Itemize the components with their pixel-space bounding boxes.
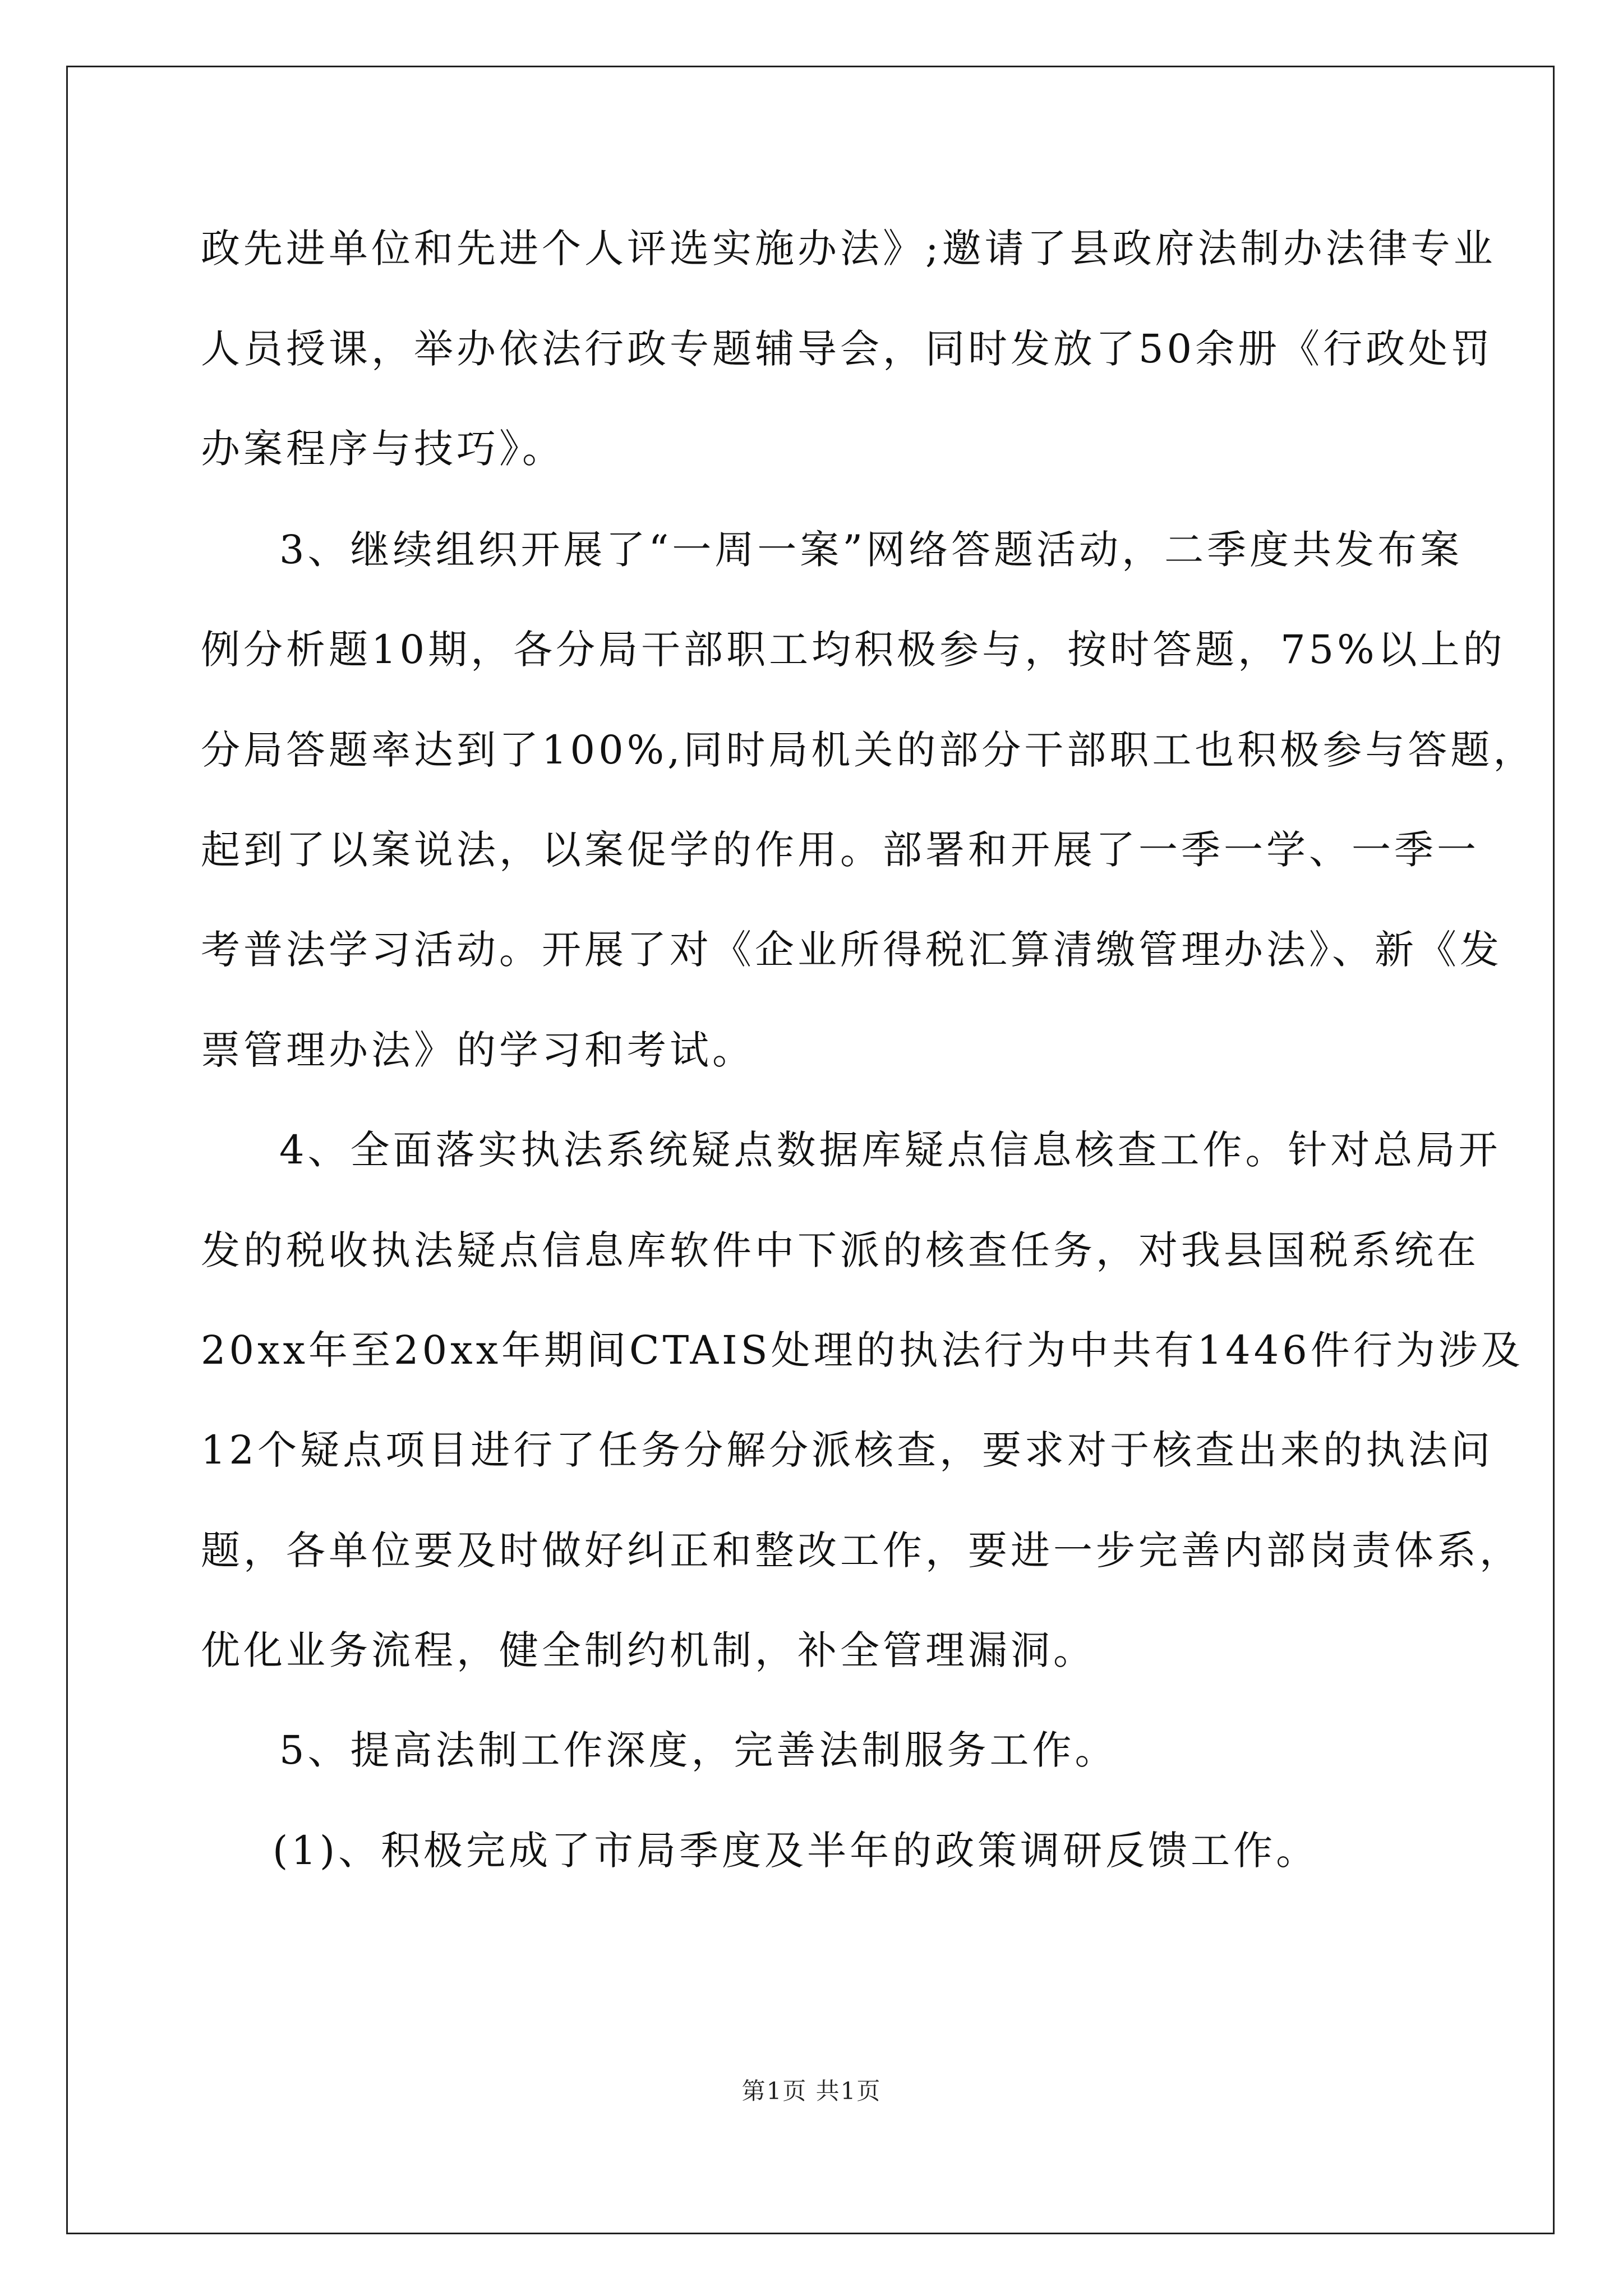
text-line: 例分析题10期，各分局干部职工均积极参与，按时答题，75%以上的 — [201, 627, 1506, 673]
text-line: 发的税收执法疑点信息库软件中下派的核查任务，对我县国税系统在 — [201, 1227, 1479, 1273]
text-line: 题，各单位要及时做好纠正和整改工作，要进一步完善内部岗责体系， — [201, 1527, 1522, 1573]
text-line: 起到了以案说法，以案促学的作用。部署和开展了一季一学、一季一 — [201, 827, 1479, 873]
text-line: 政先进单位和先进个人评选实施办法》;邀请了县政府法制办法律专业 — [201, 226, 1496, 272]
paragraph-5-heading: 5、提高法制工作深度，完善法制服务工作。 — [279, 1727, 1118, 1773]
paragraph-5-item-1: (1)、积极完成了市局季度及半年的政策调研反馈工作。 — [273, 1828, 1319, 1874]
paragraph-3-start: 3、继续组织开展了“一周一案”网络答题活动，二季度共发布案 — [279, 527, 1463, 573]
text-line: 考普法学习活动。开展了对《企业所得税汇算清缴管理办法》、新《发 — [201, 927, 1502, 973]
text-line: 优化业务流程，健全制约机制，补全管理漏洞。 — [201, 1627, 1096, 1673]
page-number-footer: 第1页 共1页 — [741, 2077, 882, 2105]
text-line: 办案程序与技巧》。 — [201, 426, 565, 472]
paragraph-4-start: 4、全面落实执法系统疑点数据库疑点信息核查工作。针对总局开 — [279, 1127, 1501, 1173]
text-line: 票管理办法》的学习和考试。 — [201, 1027, 755, 1073]
text-line: 20xx年至20xx年期间CTAIS处理的执法行为中共有1446件行为涉及 — [201, 1327, 1524, 1373]
text-line: 分局答题率达到了100%,同时局机关的部分干部职工也积极参与答题， — [201, 727, 1536, 773]
text-line: 人员授课，举办依法行政专题辅导会，同时发放了50余册《行政处罚 — [201, 326, 1494, 372]
text-line: 12个疑点项目进行了任务分解分派核查，要求对于核查出来的执法问 — [201, 1427, 1494, 1473]
